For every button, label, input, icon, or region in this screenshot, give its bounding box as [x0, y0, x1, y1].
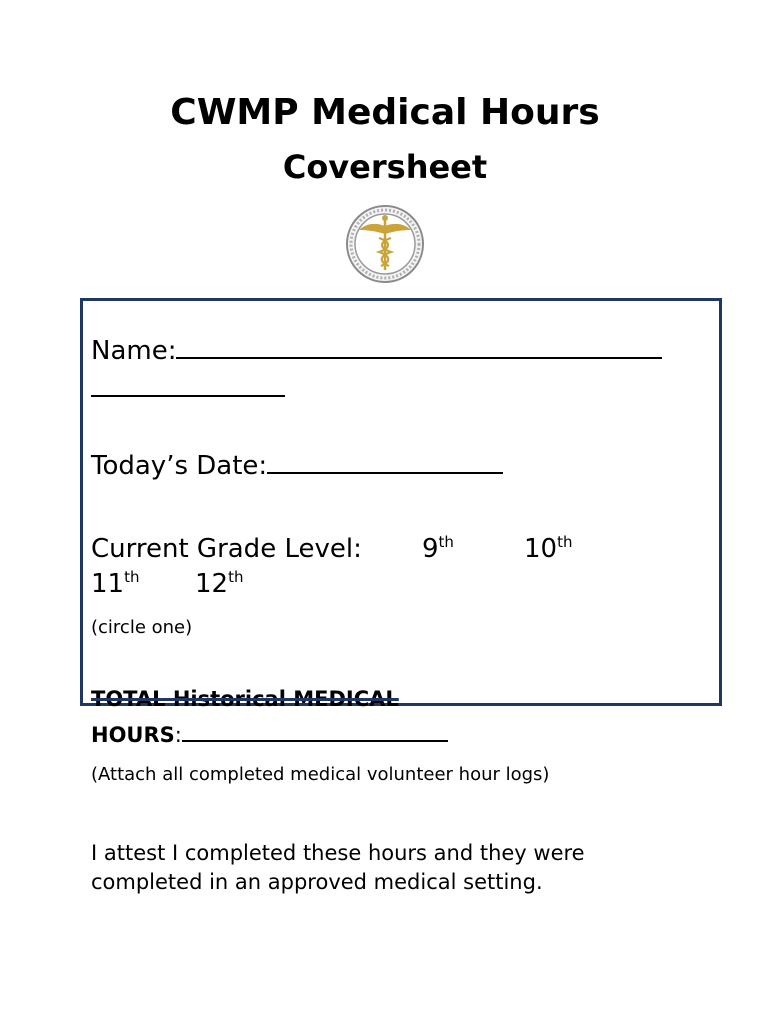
name-blank-line[interactable]: [176, 356, 662, 359]
grade-suffix: th: [124, 568, 140, 586]
grade-option-12[interactable]: [195, 569, 243, 599]
grade-number: 12: [195, 569, 229, 599]
name-label: Name:: [91, 336, 177, 366]
grade-option-11[interactable]: [91, 569, 139, 599]
document-subtitle: Coversheet: [282, 148, 488, 186]
total-hours-label-line2: HOURS: [91, 723, 175, 747]
grade-suffix: th: [228, 568, 244, 586]
grade-option-9[interactable]: [422, 534, 454, 564]
total-hours-field-row[interactable]: [91, 723, 448, 747]
grade-note: (circle one): [91, 617, 193, 638]
attestation-line2: completed in an approved medical setting.: [91, 870, 543, 894]
name-field-row[interactable]: [91, 336, 662, 366]
date-blank-line[interactable]: [267, 471, 503, 474]
total-hours-note: (Attach all completed medical volunteer hour logs): [91, 764, 550, 785]
attestation-line1: I attest I completed these hours and they were: [91, 841, 585, 865]
document-title: CWMP Medical Hours: [170, 92, 600, 133]
grade-number: 10: [524, 534, 558, 564]
grade-option-10[interactable]: [524, 534, 572, 564]
grade-suffix: th: [438, 533, 454, 551]
caduceus-seal-icon: [345, 204, 425, 284]
grade-suffix: th: [557, 533, 573, 551]
total-hours-blank-line[interactable]: [182, 739, 448, 742]
total-hours-label-line1: TOTAL Historical MEDICAL: [91, 687, 399, 711]
date-field-row[interactable]: [91, 451, 503, 481]
grade-label: Current Grade Level:: [91, 534, 362, 564]
name-field-row-continued[interactable]: [91, 382, 285, 401]
name-blank-line-2[interactable]: [91, 394, 285, 397]
total-hours-colon: :: [174, 723, 182, 747]
date-label: Today’s Date:: [91, 451, 268, 481]
grade-number: 11: [91, 569, 125, 599]
grade-number: 9: [422, 534, 439, 564]
